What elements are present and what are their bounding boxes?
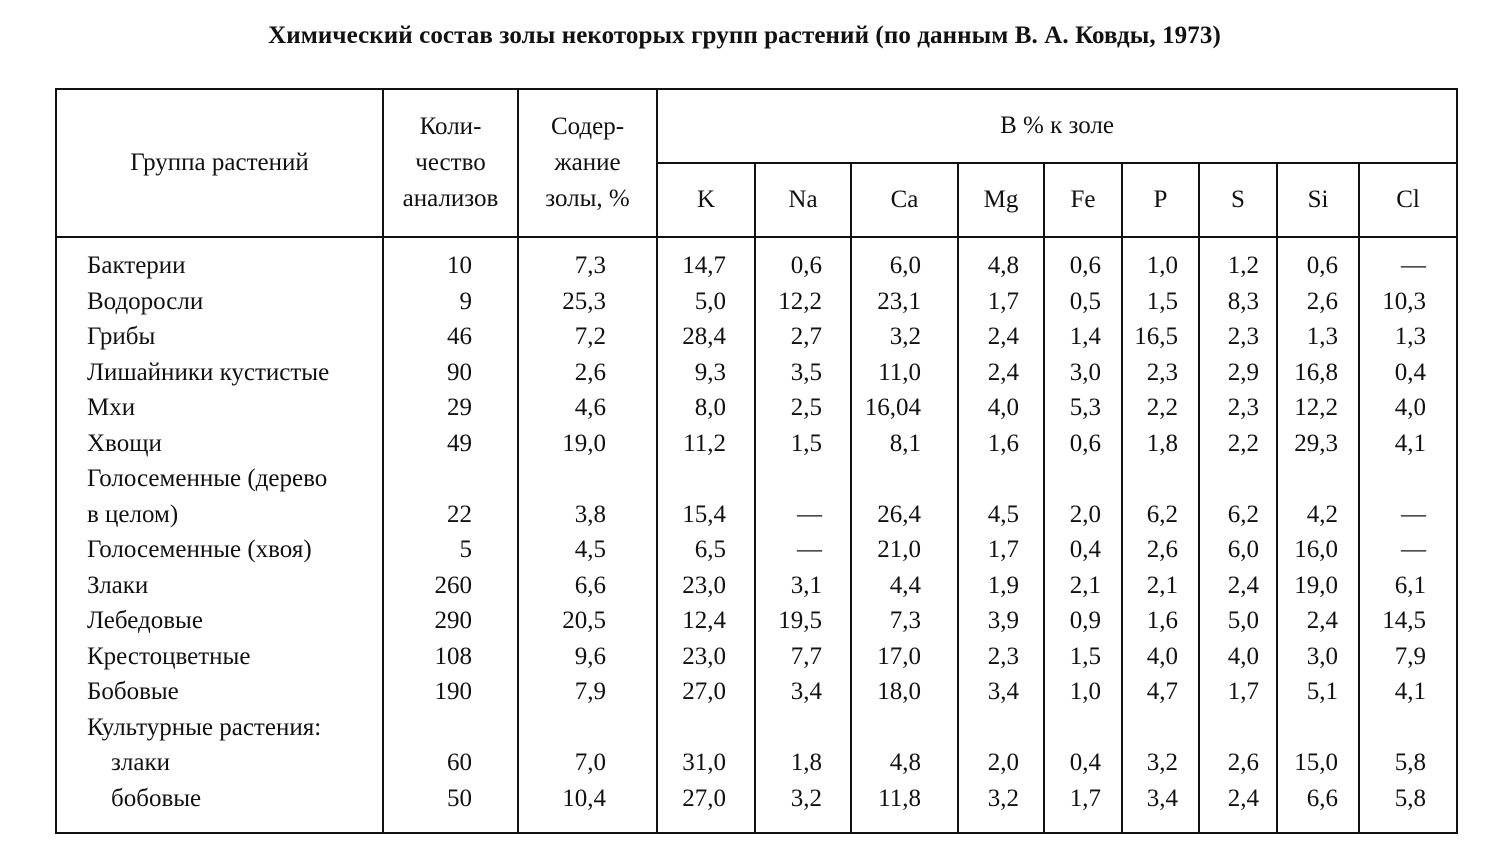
value-cell-mg: 1,9 <box>958 567 1044 602</box>
value-cell-ash: 7,3 <box>518 237 657 284</box>
header-analysis-count-line3: анализов <box>402 185 499 212</box>
table-row <box>56 284 1457 319</box>
value-cell-count: 49 <box>383 425 518 460</box>
value-cell-count: 10 <box>383 237 518 284</box>
value-cell-na: — <box>755 496 851 531</box>
value-cell-si: 6,6 <box>1277 780 1359 833</box>
value-cell-ash: 20,5 <box>518 603 657 638</box>
value-cell-fe <box>1044 709 1122 744</box>
header-ash-content-line3: золы, % <box>545 185 630 212</box>
value-cell-fe: 0,9 <box>1044 603 1122 638</box>
value-cell-count <box>383 461 518 496</box>
value-cell-s: 2,3 <box>1199 319 1277 354</box>
value-cell-cl: 14,5 <box>1359 603 1457 638</box>
value-cell-si: 15,0 <box>1277 745 1359 780</box>
header-element-cl: Cl <box>1359 163 1457 237</box>
plant-group-cell: злаки <box>56 745 383 780</box>
value-cell-mg: 1,7 <box>958 532 1044 567</box>
value-cell-p: 2,1 <box>1122 567 1199 602</box>
value-cell-ca: 7,3 <box>851 603 958 638</box>
plant-group-cell: Злаки <box>56 567 383 602</box>
value-cell-count: 90 <box>383 355 518 390</box>
value-cell-ca <box>851 709 958 744</box>
value-cell-na: 3,2 <box>755 780 851 833</box>
value-cell-na: 2,5 <box>755 390 851 425</box>
value-cell-na: — <box>755 532 851 567</box>
header-element-si: Si <box>1277 163 1359 237</box>
value-cell-p: 1,6 <box>1122 603 1199 638</box>
value-cell-count: 290 <box>383 603 518 638</box>
table-row <box>56 745 1457 780</box>
value-cell-na: 3,4 <box>755 674 851 709</box>
value-cell-p: 1,5 <box>1122 284 1199 319</box>
header-element-p: P <box>1122 163 1199 237</box>
value-cell-s: 4,0 <box>1199 638 1277 673</box>
value-cell-cl: — <box>1359 496 1457 531</box>
value-cell-ca: 4,4 <box>851 567 958 602</box>
table-row <box>56 461 1457 496</box>
value-cell-ash: 3,8 <box>518 496 657 531</box>
value-cell-fe: 0,6 <box>1044 425 1122 460</box>
plant-group-cell: Мхи <box>56 390 383 425</box>
value-cell-p: 2,2 <box>1122 390 1199 425</box>
value-cell-cl: 0,4 <box>1359 355 1457 390</box>
value-cell-mg <box>958 461 1044 496</box>
value-cell-si: 12,2 <box>1277 390 1359 425</box>
value-cell-ash <box>518 461 657 496</box>
value-cell-s: 6,0 <box>1199 532 1277 567</box>
value-cell-k: 9,3 <box>657 355 755 390</box>
value-cell-na: 0,6 <box>755 237 851 284</box>
value-cell-ash: 9,6 <box>518 638 657 673</box>
value-cell-ca <box>851 461 958 496</box>
value-cell-na: 1,5 <box>755 425 851 460</box>
value-cell-cl: — <box>1359 237 1457 284</box>
value-cell-count: 5 <box>383 532 518 567</box>
value-cell-ca: 8,1 <box>851 425 958 460</box>
value-cell-fe: 2,0 <box>1044 496 1122 531</box>
value-cell-s: 2,2 <box>1199 425 1277 460</box>
value-cell-na: 3,5 <box>755 355 851 390</box>
value-cell-ca: 18,0 <box>851 674 958 709</box>
plant-group-cell: Хвощи <box>56 425 383 460</box>
plant-group-cell: Водоросли <box>56 284 383 319</box>
value-cell-mg: 4,8 <box>958 237 1044 284</box>
value-cell-p: 4,7 <box>1122 674 1199 709</box>
value-cell-p: 3,4 <box>1122 780 1199 833</box>
value-cell-mg: 3,2 <box>958 780 1044 833</box>
table-title: Химический состав золы некоторых групп растений (по данным В. А. Ковды, 1973) <box>268 22 1221 49</box>
value-cell-ash: 4,6 <box>518 390 657 425</box>
header-analysis-count <box>383 89 518 237</box>
value-cell-s: 2,9 <box>1199 355 1277 390</box>
value-cell-mg: 3,4 <box>958 674 1044 709</box>
header-element-k: K <box>657 163 755 237</box>
table-row <box>56 674 1457 709</box>
header-ash-content-line1: Содер- <box>550 113 625 140</box>
value-cell-cl: 5,8 <box>1359 745 1457 780</box>
value-cell-k: 6,5 <box>657 532 755 567</box>
value-cell-si: 19,0 <box>1277 567 1359 602</box>
value-cell-cl: 5,8 <box>1359 780 1457 833</box>
value-cell-na <box>755 709 851 744</box>
value-cell-si: 3,0 <box>1277 638 1359 673</box>
header-analysis-count-line1: Коли- <box>419 113 482 140</box>
plant-group-cell: Лишайники кустистые <box>56 355 383 390</box>
value-cell-cl <box>1359 709 1457 744</box>
value-cell-ash: 2,6 <box>518 355 657 390</box>
value-cell-fe <box>1044 461 1122 496</box>
value-cell-p: 4,0 <box>1122 638 1199 673</box>
value-cell-count: 108 <box>383 638 518 673</box>
value-cell-na: 2,7 <box>755 319 851 354</box>
plant-group-cell: Культурные растения: <box>56 709 383 744</box>
header-element-ca: Ca <box>851 163 958 237</box>
value-cell-cl: — <box>1359 532 1457 567</box>
value-cell-fe: 1,5 <box>1044 638 1122 673</box>
table-row <box>56 425 1457 460</box>
value-cell-ca: 26,4 <box>851 496 958 531</box>
value-cell-cl: 7,9 <box>1359 638 1457 673</box>
table-row <box>56 603 1457 638</box>
header-ash-content-line2: жание <box>554 149 621 176</box>
value-cell-s <box>1199 709 1277 744</box>
table-row <box>56 638 1457 673</box>
value-cell-s <box>1199 461 1277 496</box>
header-element-na: Na <box>755 163 851 237</box>
value-cell-na <box>755 461 851 496</box>
value-cell-count: 260 <box>383 567 518 602</box>
value-cell-fe: 2,1 <box>1044 567 1122 602</box>
value-cell-ash: 10,4 <box>518 780 657 833</box>
value-cell-na: 19,5 <box>755 603 851 638</box>
value-cell-ca: 11,0 <box>851 355 958 390</box>
header-element-fe: Fe <box>1044 163 1122 237</box>
value-cell-count: 46 <box>383 319 518 354</box>
value-cell-count: 22 <box>383 496 518 531</box>
plant-group-cell: в целом) <box>56 496 383 531</box>
table-row <box>56 780 1457 833</box>
value-cell-mg: 3,9 <box>958 603 1044 638</box>
value-cell-s: 2,6 <box>1199 745 1277 780</box>
value-cell-k: 31,0 <box>657 745 755 780</box>
value-cell-na: 3,1 <box>755 567 851 602</box>
value-cell-k <box>657 461 755 496</box>
table-body <box>56 237 1457 833</box>
table-row <box>56 709 1457 744</box>
value-cell-na: 7,7 <box>755 638 851 673</box>
plant-group-cell: бобовые <box>56 780 383 833</box>
value-cell-ca: 4,8 <box>851 745 958 780</box>
value-cell-cl: 4,1 <box>1359 674 1457 709</box>
value-cell-cl <box>1359 461 1457 496</box>
plant-group-cell: Грибы <box>56 319 383 354</box>
value-cell-mg: 1,7 <box>958 284 1044 319</box>
value-cell-na: 12,2 <box>755 284 851 319</box>
plant-group-cell: Бактерии <box>56 237 383 284</box>
value-cell-cl: 6,1 <box>1359 567 1457 602</box>
value-cell-count <box>383 709 518 744</box>
header-analysis-count-line2: чество <box>415 149 486 176</box>
value-cell-k: 27,0 <box>657 780 755 833</box>
value-cell-count: 50 <box>383 780 518 833</box>
value-cell-si <box>1277 461 1359 496</box>
value-cell-k: 15,4 <box>657 496 755 531</box>
value-cell-p: 1,8 <box>1122 425 1199 460</box>
value-cell-fe: 0,6 <box>1044 237 1122 284</box>
value-cell-mg: 2,0 <box>958 745 1044 780</box>
value-cell-ash: 7,9 <box>518 674 657 709</box>
value-cell-ca: 6,0 <box>851 237 958 284</box>
value-cell-s: 5,0 <box>1199 603 1277 638</box>
value-cell-count: 190 <box>383 674 518 709</box>
value-cell-fe: 1,7 <box>1044 780 1122 833</box>
value-cell-si: 4,2 <box>1277 496 1359 531</box>
value-cell-si: 5,1 <box>1277 674 1359 709</box>
table-row <box>56 237 1457 284</box>
value-cell-si: 16,8 <box>1277 355 1359 390</box>
value-cell-p: 2,3 <box>1122 355 1199 390</box>
value-cell-ash: 7,0 <box>518 745 657 780</box>
value-cell-k: 11,2 <box>657 425 755 460</box>
value-cell-count: 60 <box>383 745 518 780</box>
plant-group-cell: Бобовые <box>56 674 383 709</box>
value-cell-ca: 16,04 <box>851 390 958 425</box>
value-cell-mg: 2,3 <box>958 638 1044 673</box>
value-cell-p: 6,2 <box>1122 496 1199 531</box>
value-cell-p: 2,6 <box>1122 532 1199 567</box>
value-cell-mg <box>958 709 1044 744</box>
value-cell-p: 3,2 <box>1122 745 1199 780</box>
value-cell-p: 1,0 <box>1122 237 1199 284</box>
table-row <box>56 567 1457 602</box>
table-row <box>56 532 1457 567</box>
value-cell-fe: 0,4 <box>1044 745 1122 780</box>
value-cell-ca: 23,1 <box>851 284 958 319</box>
value-cell-ash: 7,2 <box>518 319 657 354</box>
plant-group-cell: Крестоцветные <box>56 638 383 673</box>
value-cell-si: 16,0 <box>1277 532 1359 567</box>
ash-composition-table <box>55 88 1458 834</box>
value-cell-fe: 0,4 <box>1044 532 1122 567</box>
value-cell-k: 23,0 <box>657 567 755 602</box>
value-cell-k: 12,4 <box>657 603 755 638</box>
value-cell-si: 29,3 <box>1277 425 1359 460</box>
value-cell-count: 29 <box>383 390 518 425</box>
value-cell-s: 2,4 <box>1199 780 1277 833</box>
plant-group-cell: Голосеменные (хвоя) <box>56 532 383 567</box>
value-cell-si <box>1277 709 1359 744</box>
table-row <box>56 355 1457 390</box>
value-cell-k: 5,0 <box>657 284 755 319</box>
value-cell-s: 6,2 <box>1199 496 1277 531</box>
value-cell-mg: 2,4 <box>958 355 1044 390</box>
value-cell-ca: 21,0 <box>851 532 958 567</box>
value-cell-fe: 1,0 <box>1044 674 1122 709</box>
value-cell-ash: 4,5 <box>518 532 657 567</box>
value-cell-ash: 19,0 <box>518 425 657 460</box>
value-cell-k: 8,0 <box>657 390 755 425</box>
value-cell-fe: 1,4 <box>1044 319 1122 354</box>
value-cell-mg: 4,5 <box>958 496 1044 531</box>
value-cell-cl: 4,1 <box>1359 425 1457 460</box>
value-cell-fe: 5,3 <box>1044 390 1122 425</box>
table-row <box>56 319 1457 354</box>
table-row <box>56 496 1457 531</box>
value-cell-s: 8,3 <box>1199 284 1277 319</box>
value-cell-p: 16,5 <box>1122 319 1199 354</box>
value-cell-mg: 4,0 <box>958 390 1044 425</box>
value-cell-mg: 2,4 <box>958 319 1044 354</box>
value-cell-p <box>1122 709 1199 744</box>
value-cell-cl: 10,3 <box>1359 284 1457 319</box>
table-row <box>56 390 1457 425</box>
value-cell-s: 2,4 <box>1199 567 1277 602</box>
value-cell-si: 2,4 <box>1277 603 1359 638</box>
value-cell-si: 1,3 <box>1277 319 1359 354</box>
value-cell-k: 28,4 <box>657 319 755 354</box>
value-cell-cl: 4,0 <box>1359 390 1457 425</box>
value-cell-k: 27,0 <box>657 674 755 709</box>
plant-group-cell: Голосеменные (дерево <box>56 461 383 496</box>
header-element-mg: Mg <box>958 163 1044 237</box>
value-cell-ash: 25,3 <box>518 284 657 319</box>
value-cell-count: 9 <box>383 284 518 319</box>
value-cell-si: 0,6 <box>1277 237 1359 284</box>
value-cell-s: 1,7 <box>1199 674 1277 709</box>
value-cell-mg: 1,6 <box>958 425 1044 460</box>
value-cell-ca: 11,8 <box>851 780 958 833</box>
value-cell-k: 23,0 <box>657 638 755 673</box>
value-cell-ash <box>518 709 657 744</box>
value-cell-fe: 3,0 <box>1044 355 1122 390</box>
header-element-s: S <box>1199 163 1277 237</box>
header-percent-of-ash: В % к золе <box>657 89 1457 163</box>
value-cell-ca: 3,2 <box>851 319 958 354</box>
value-cell-cl: 1,3 <box>1359 319 1457 354</box>
header-ash-content <box>518 89 657 237</box>
value-cell-s: 2,3 <box>1199 390 1277 425</box>
header-plant-group: Группа растений <box>56 89 383 237</box>
value-cell-si: 2,6 <box>1277 284 1359 319</box>
value-cell-ca: 17,0 <box>851 638 958 673</box>
value-cell-fe: 0,5 <box>1044 284 1122 319</box>
value-cell-p <box>1122 461 1199 496</box>
plant-group-cell: Лебедовые <box>56 603 383 638</box>
value-cell-k <box>657 709 755 744</box>
value-cell-ash: 6,6 <box>518 567 657 602</box>
value-cell-na: 1,8 <box>755 745 851 780</box>
value-cell-s: 1,2 <box>1199 237 1277 284</box>
value-cell-k: 14,7 <box>657 237 755 284</box>
table-header <box>56 89 1457 237</box>
